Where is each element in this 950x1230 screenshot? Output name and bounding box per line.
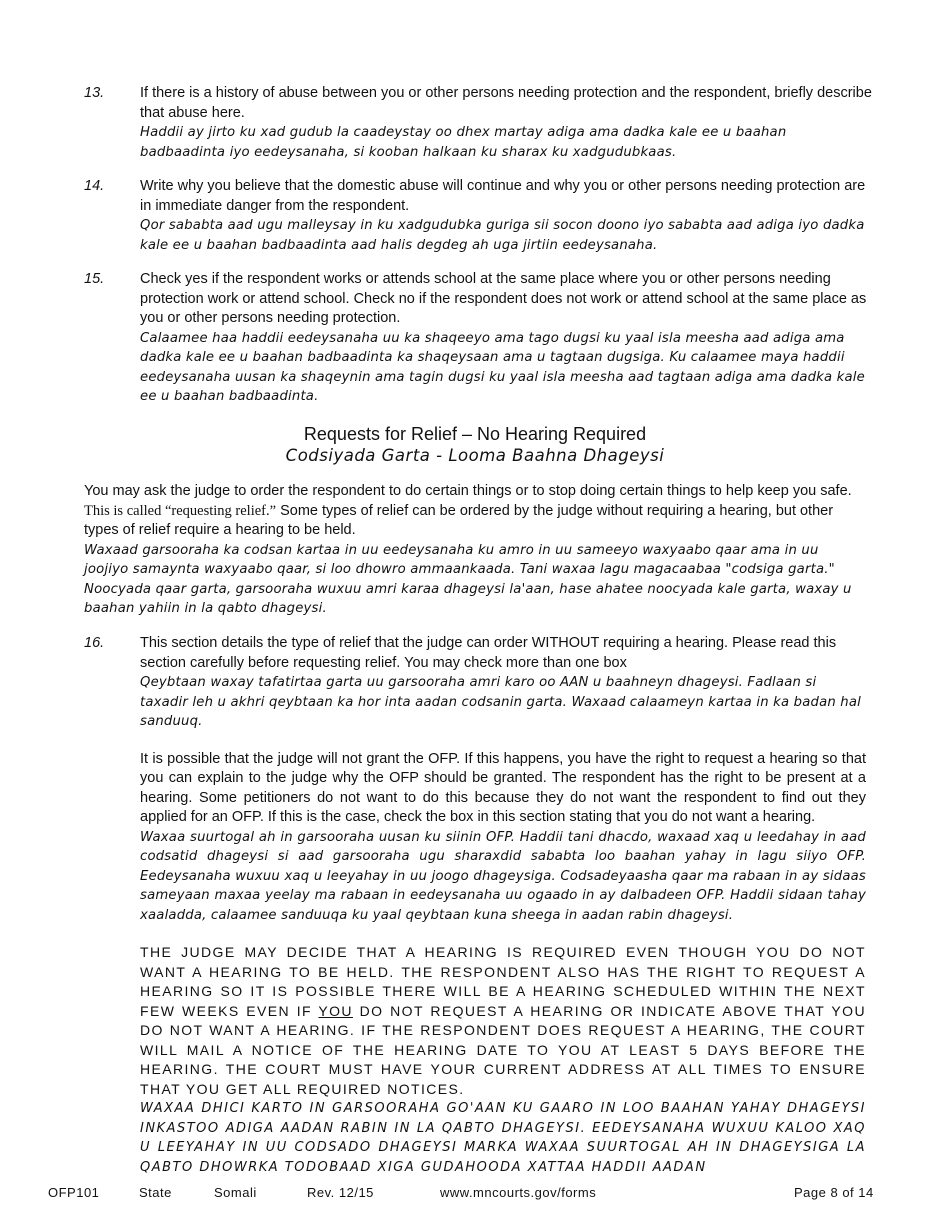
footer-url[interactable]: www.mncourts.gov/forms — [440, 1185, 597, 1200]
intro-text-somali: Waxaad garsooraha ka codsan kartaa in uu eedeysanaha ku amro in uu sameeyo waxyaabo qaar ama in uu joojiyo samaynta waxyaabo qaar, si loo dhowro ammaankaada. Tani waxaa lagu magacaabaa "codsiga garta." Noocyada qaar garta, garsooraha wuxuu amri karaa dhageysi la'aan, hase ahatee noocyada kale garta, waxay u baahan yahiin in la qabto dhageysi. — [84, 542, 852, 616]
item-text-english: If there is a history of abuse between you or other persons needing protection and the respondent, briefly describe that abuse here. — [140, 85, 872, 121]
section-title-somali: Codsiyada Garta - Looma Baahna Dhageysi — [285, 446, 665, 465]
footer-page-number: Page 8 of 14 — [794, 1185, 874, 1200]
notice-text-b: DO NOT REQUEST A HEARING OR INDICATE ABOVE THAT YOU DO NOT WANT A HEARING. IF THE RESPONDENT DOES REQUEST A HEARING, THE COURT WILL MAIL A NOTICE OF THE HEARING DATE TO YOU AT LEAST 5 DAYS BEFORE THE HEARING. THE COURT MUST HAVE YOUR CURRENT ADDRESS AT ALL TIMES TO ENSURE THAT YOU GET ALL REQUIRED NOTICES. — [140, 1002, 866, 1097]
item-text-english: This section details the type of relief that the judge can order WITHOUT requiring a hearing. Please read this section carefully before requesting relief. You may check more than one box — [140, 635, 837, 671]
item-16 — [84, 634, 866, 1177]
item-number: 14. — [84, 178, 105, 194]
intro-paragraph — [84, 482, 866, 619]
intro-text-quote: This is called “requesting relief.” — [84, 502, 277, 519]
item-number: 16. — [84, 635, 105, 651]
notice-text-somali: WAXAA DHICI KARTO IN GARSOORAHA GO'AAN KU GAARO IN LOO BAAHAN YAHAY DHAGEYSI INKASTOO ADIGA AADAN RABIN IN LA QABTO DHAGEYSI. EEDEYSANAHA WUXUU KALOO XAQ U LEEYAHAY IN UU CODSADO DHAGEYSI MARKA WAXAA SUURTOGAL AH IN DHAGEYSIGA LA QABTO DHOWRKA TODOBAAD XIGA GUDAHOODA XATTAA HADDII AADAN — [140, 1101, 866, 1175]
ofp-text-english: It is possible that the judge will not grant the OFP. If this happens, you have the right to request a hearing so that you can explain to the judge why the OFP should be granted. The respondent has the right to be present at a hearing. Some petitioners do not want to do this because they do not want the respondent to find out they applied for an OFP. If this is the case, check the box in this section stating that you do not want a hearing. — [140, 750, 866, 825]
item-number: 15. — [84, 271, 105, 287]
footer-state: State — [139, 1185, 172, 1200]
item-15 — [84, 270, 874, 407]
section-title-english: Requests for Relief – No Hearing Required — [303, 424, 647, 444]
item-text-somali: Qor sababta aad ugu malleysay in ku xadgudubka guriga sii socon doono iyo sababta aad adiga iyo dadka kale ee u baahan badbaadinta aad halis degdeg ah uga jirtiin eedeysanaha. — [140, 218, 865, 253]
notice-underlined-word: YOU — [318, 1002, 353, 1019]
notice-text-a: THE JUDGE MAY DECIDE THAT A HEARING IS REQUIRED EVEN THOUGH YOU DO NOT WANT A HEARING TO BE HELD. THE RESPONDENT ALSO HAS THE RIGHT TO REQUEST A HEARING SO IT IS POSSIBLE THERE WILL BE A HEARING SCHEDULED WITHIN THE NEXT FEW WEEKS EVEN IF — [140, 944, 866, 1019]
ofp-text-somali: Waxaa suurtogal ah in garsooraha uusan ku siinin OFP. Haddii tani dhacdo, waxaad xaq u leedahay in aad codsatid dhageysi si aad garsooraha ugu sharaxdid sababta loo baahan yahay in lagu siiyo OFP. Eedeysanaha wuxuu xaq u leeyahay in uu joogo dhageysiga. Codsadeyaasha qaar ma rabaan in ay sidaas sameyaan maxaa yeelay ma rabaan in eedeysanaha uu ogaado in ay dalbadeen OFP. Haddii sidaan tahay xaaladda, calaamee sanduuqa ku yaal qeybtaan kuna sheega in aadan rabin dhageysi. — [140, 829, 866, 923]
footer-language: Somali — [214, 1185, 257, 1200]
item-text-english: Write why you believe that the domestic abuse will continue and why you or other persons needing protection are in immediate danger from the respondent. — [140, 178, 866, 214]
section-heading — [0, 423, 950, 467]
ofp-paragraph — [140, 750, 866, 926]
footer-form-id: OFP101 — [48, 1185, 100, 1200]
item-13 — [84, 84, 874, 162]
item-14 — [84, 177, 874, 255]
footer-revision: Rev. 12/15 — [307, 1185, 374, 1200]
intro-text-a: You may ask the judge to order the respondent to do certain things or to stop doing certain things to help keep you safe. — [84, 483, 852, 499]
item-text-english: Check yes if the respondent works or attends school at the same place where you or other persons needing protection work or attend school. Check no if the respondent does not work or attend school at the same place as you or other persons needing protection. — [140, 271, 867, 326]
item-text-somali: Qeybtaan waxay tafatirtaa garta uu garsooraha amri karo oo AAN u baahneyn dhageysi. Fadlaan si taxadir leh u akhri qeybtaan ka hor inta aadan codsanin garta. Waxaad calaameyn kartaa in ka badan hal sanduuq. — [140, 675, 862, 729]
intro-text-c: Some types of relief can be ordered by the judge without requiring a hearing, but other types of relief require a hearing to be held. — [84, 502, 834, 538]
item-number: 13. — [84, 85, 105, 101]
item-text-somali: Calaamee haa haddii eedeysanaha uu ka shaqeeyo ama tago dugsi ku yaal isla meesha aad adiga ama dadka kale ee u baahan badbaadinta ka shaqeysaan ama u tagtaan dugsiga. Ku calaamee maya haddii eedeysanaha uusan ka shaqeynin ama tagin dugsi ku yaal isla meesha aad tagtaan adiga ama dadka kale ee u baahan badbaadinta. — [140, 330, 865, 404]
item-text-somali: Haddii ay jirto ku xad gudub la caadeystay oo dhex martay adiga ama dadka kale ee u baahan badbaadinta iyo eedeysanaha, si kooban halkaan ku sharax ku xadgudubkaas. — [140, 125, 787, 160]
notice-paragraph — [140, 943, 866, 1177]
